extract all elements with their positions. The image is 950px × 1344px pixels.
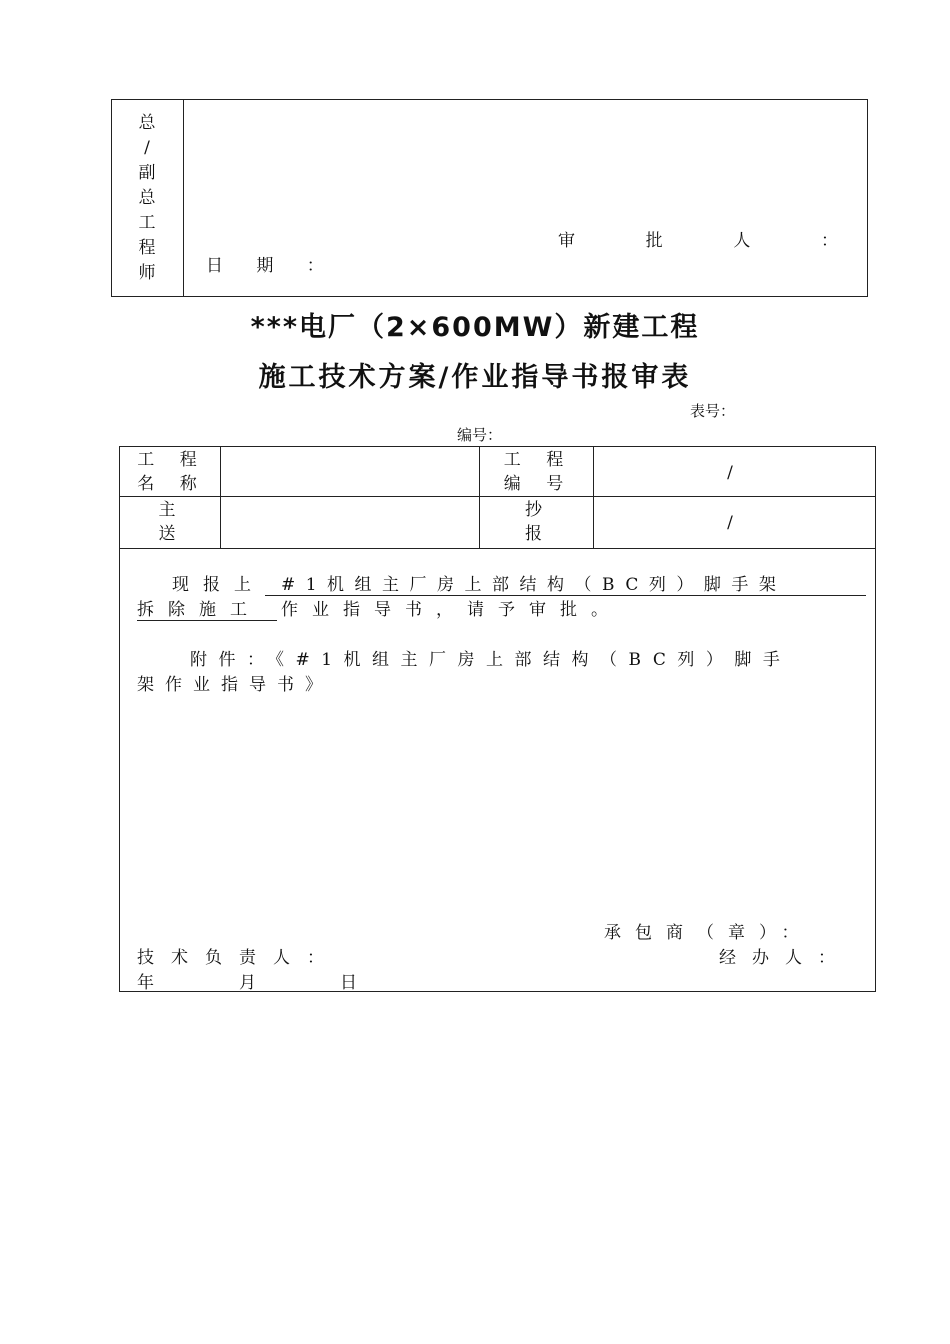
intro-text: 现报上 bbox=[172, 575, 265, 595]
label-line: 送 bbox=[158, 524, 186, 544]
submission-line-1 bbox=[172, 570, 866, 596]
label-char: 师 bbox=[138, 263, 156, 283]
attachment-line-2: 架作业指导书》 bbox=[137, 675, 333, 695]
approver-char: 审 bbox=[558, 231, 575, 251]
project-name-label bbox=[124, 448, 220, 496]
handler-label: 经办人： bbox=[719, 948, 851, 968]
label-char: 程 bbox=[138, 238, 156, 258]
label-line: 编 号 bbox=[503, 474, 574, 494]
project-code-label bbox=[484, 448, 593, 496]
attachment-line-1: 附件：《#1机组主厂房上部结构（BC列）脚手 bbox=[190, 650, 792, 670]
label-line: 主 bbox=[158, 500, 186, 520]
subject-text-part1: #1机组主厂房上部结构（BC列）脚手架 bbox=[265, 570, 866, 596]
label-line: 工 程 bbox=[137, 450, 207, 470]
row-divider bbox=[119, 496, 876, 497]
month-label: 月 bbox=[239, 973, 256, 993]
label-char: 副 bbox=[138, 163, 156, 183]
label-line: 抄 bbox=[525, 500, 552, 520]
form-number-label: 表号： bbox=[690, 402, 736, 420]
col-divider bbox=[479, 446, 480, 548]
label-line: 报 bbox=[525, 524, 552, 544]
col-divider bbox=[220, 446, 221, 548]
contractor-stamp-label: 承包商（章）： bbox=[604, 923, 813, 943]
approver-char: ： bbox=[820, 231, 838, 251]
row-divider bbox=[119, 548, 876, 549]
send-to-label bbox=[124, 498, 220, 546]
label-char: 总 bbox=[138, 188, 156, 208]
serial-number-label: 编号： bbox=[457, 426, 503, 444]
label-line: 名 称 bbox=[137, 474, 207, 494]
label-char: 工 bbox=[138, 213, 156, 233]
tech-lead-label: 技术负责人： bbox=[137, 948, 341, 968]
year-label: 年 bbox=[137, 973, 154, 993]
day-label: 日 bbox=[340, 973, 357, 993]
approval-date-label: 日 期 ： bbox=[206, 256, 338, 276]
project-code-value[interactable]: / bbox=[727, 463, 743, 483]
label-char: 总 bbox=[138, 113, 156, 133]
cc-value[interactable]: / bbox=[727, 513, 743, 533]
approver-label bbox=[558, 226, 838, 251]
label-line: 工 程 bbox=[503, 450, 574, 470]
approval-box-divider bbox=[183, 99, 184, 297]
approver-char: 批 bbox=[645, 231, 663, 251]
doc-title-line1: ***电厂（2×600MW）新建工程 bbox=[250, 312, 700, 343]
doc-title-line2: 施工技术方案/作业指导书报审表 bbox=[258, 362, 692, 393]
subject-text-part2: 拆除施工 bbox=[137, 595, 277, 621]
submission-line-2 bbox=[137, 595, 622, 621]
approver-char: 人 bbox=[733, 231, 751, 251]
cc-label bbox=[484, 498, 593, 546]
request-text: 作业指导书，请予审批。 bbox=[281, 600, 622, 620]
chief-engineer-label bbox=[111, 111, 183, 286]
label-char: / bbox=[144, 138, 150, 158]
